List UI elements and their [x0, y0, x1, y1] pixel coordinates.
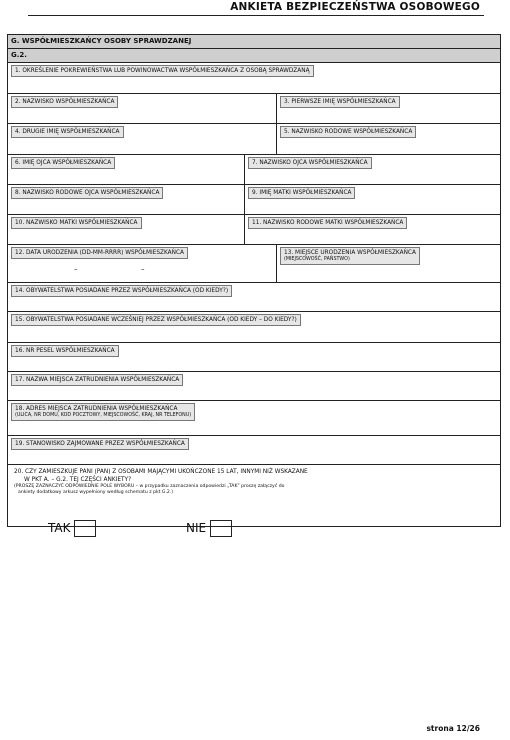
field-13-hint: (MIEJSCOWOŚĆ, PAŃSTWO) — [284, 257, 350, 262]
field-15-row[interactable] — [8, 312, 500, 343]
field-18-title: 18. ADRES MIEJSCA ZATRUDNIENIA WSPÓŁMIESZKAŃCA — [15, 406, 178, 412]
field-12[interactable] — [8, 245, 276, 282]
field-20-question-line1: 20. CZY ZAMIESZKUJE PANI (PAN) Z OSOBAMI MAJĄCYMI UKOŃCZONE 15 LAT, INNYMI NIŻ WSKAZANE — [14, 469, 308, 475]
field-20-note-line1: (PROSZĘ ZAZNACZYĆ ODPOWIEDNIE POLE WYBORU – w przypadku zaznaczenia odpowiedzi „TAK” proszę załączyć do — [14, 484, 285, 489]
field-5-label: 5. NAZWISKO RODOWE WSPÓŁMIESZKAŃCA — [280, 126, 416, 138]
field-8-label: 8. NAZWISKO RODOWE OJCA WSPÓŁMIESZKAŃCA — [11, 187, 163, 199]
tak-checkbox[interactable] — [74, 520, 96, 537]
field-9[interactable] — [244, 185, 500, 214]
field-2-label: 2. NAZWISKO WSPÓŁMIESZKAŃCA — [11, 96, 118, 108]
header-rule — [28, 15, 484, 16]
field-3-label: 3. PIERWSZE IMIĘ WSPÓŁMIESZKAŃCA — [280, 96, 400, 108]
fields-8-9-row — [8, 185, 500, 215]
field-17-row[interactable] — [8, 372, 500, 401]
field-2[interactable] — [8, 94, 276, 123]
field-6-label: 6. IMIĘ OJCA WSPÓŁMIESZKAŃCA — [11, 157, 115, 169]
field-20-row — [8, 465, 500, 535]
option-nie-label: NIE — [186, 521, 207, 535]
field-10-label: 10. NAZWISKO MATKI WSPÓŁMIESZKAŃCA — [11, 217, 142, 229]
field-10[interactable] — [8, 215, 244, 244]
field-11-label: 11. NAZWISKO RODOWE MATKI WSPÓŁMIESZKAŃCA — [248, 217, 407, 229]
field-6[interactable] — [8, 155, 244, 184]
option-nie — [186, 520, 232, 537]
section-subheader: G.2. — [8, 49, 500, 63]
field-14-label: 14. OBYWATELSTWA POSIADANE PRZEZ WSPÓŁMIESZKAŃCA (OD KIEDY?) — [11, 285, 232, 297]
field-19-row[interactable] — [8, 436, 500, 465]
field-17-label: 17. NAZWA MIEJSCA ZATRUDNIENIA WSPÓŁMIESZKAŃCA — [11, 374, 183, 386]
field-15-label: 15. OBYWATELSTWA POSIADANE WCZEŚNIEJ PRZEZ WSPÓŁMIESZKAŃCA (OD KIEDY – DO KIEDY?) — [11, 314, 301, 326]
field-16-row[interactable] — [8, 343, 500, 372]
section-header: G. WSPÓŁMIESZKAŃCY OSOBY SPRAWDZANEJ — [8, 35, 500, 49]
field-14-row[interactable] — [8, 283, 500, 312]
field-13[interactable] — [276, 245, 500, 282]
option-tak — [48, 520, 96, 537]
fields-2-3-row — [8, 94, 500, 124]
nie-checkbox[interactable] — [210, 520, 232, 537]
field-16-label: 16. NR PESEL WSPÓŁMIESZKAŃCA — [11, 345, 119, 357]
field-20-question-line2: W PKT A. – G.2. TEJ CZĘŚCI ANKIETY? — [24, 477, 132, 483]
fields-10-11-row — [8, 215, 500, 245]
field-18-hint: (ULICA, NR DOMU, KOD POCZTOWY, MIEJSCOWOŚĆ, KRAJ, NR TELEFONU) — [15, 413, 192, 418]
field-7[interactable] — [244, 155, 500, 184]
field-18-row[interactable] — [8, 401, 500, 436]
field-12-label: 12. DATA URODZENIA (DD-MM-RRRR) WSPÓŁMIESZKAŃCA — [11, 247, 188, 259]
field-8[interactable] — [8, 185, 244, 214]
field-5[interactable] — [276, 124, 500, 154]
fields-4-5-row — [8, 124, 500, 155]
option-tak-label: TAK — [48, 521, 71, 535]
field-19-label: 19. STANOWISKO ZAJMOWANE PRZEZ WSPÓŁMIESZKAŃCA — [11, 438, 189, 450]
field-13-label — [280, 247, 420, 265]
field-1-label: 1. OKREŚLENIE POKREWIEŃSTWA LUB POWINOWACTWA WSPÓŁMIESZKAŃCA Z OSOBĄ SPRAWDZANĄ — [11, 65, 314, 77]
field-4-label: 4. DRUGIE IMIĘ WSPÓŁMIESZKAŃCA — [11, 126, 124, 138]
field-18-label — [11, 403, 195, 421]
fields-12-13-row — [8, 245, 500, 283]
field-20-note-line2: ankiety dodatkowy arkusz wypełniony według schematu z pkt G.2.) — [18, 490, 174, 495]
field-9-label: 9. IMIĘ MATKI WSPÓŁMIESZKAŃCA — [248, 187, 355, 199]
date-separator-2: – — [141, 265, 145, 273]
date-separator-1: – — [74, 265, 78, 273]
field-1-row[interactable] — [8, 63, 500, 94]
field-11[interactable] — [244, 215, 500, 244]
page-number: strona 12/26 — [426, 724, 480, 733]
fields-6-7-row — [8, 155, 500, 185]
field-13-title: 13. MIEJSCE URODZENIA WSPÓŁMIESZKAŃCA — [284, 250, 416, 256]
document-title: ANKIETA BEZPIECZEŃSTWA OSOBOWEGO — [230, 1, 480, 13]
form-section-g — [7, 34, 501, 535]
field-3[interactable] — [276, 94, 500, 123]
field-7-label: 7. NAZWISKO OJCA WSPÓŁMIESZKAŃCA — [248, 157, 372, 169]
field-4[interactable] — [8, 124, 276, 154]
